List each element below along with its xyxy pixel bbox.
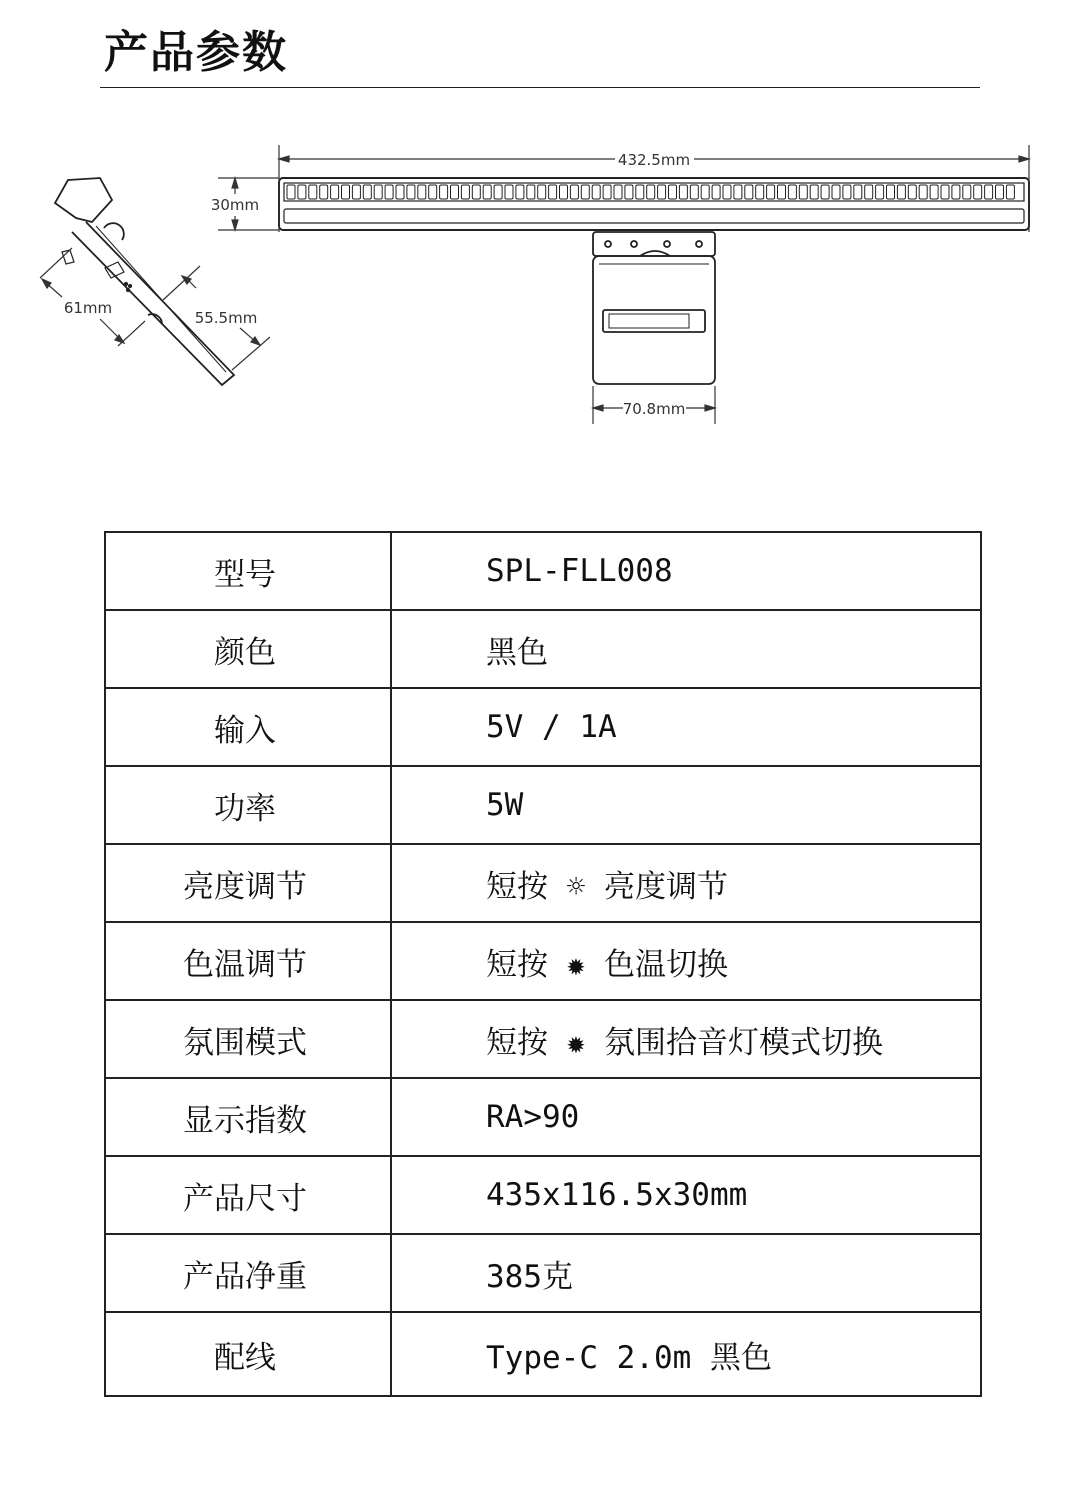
led-cell [974, 185, 982, 199]
led-cell [331, 185, 339, 199]
dimension-clip-width-label: 70.8mm [622, 400, 686, 418]
spec-row-weight [105, 1234, 981, 1312]
led-cell [396, 185, 404, 199]
spec-row-cri [105, 1078, 981, 1156]
led-cell [287, 185, 295, 199]
led-cell [658, 185, 666, 199]
led-cell [876, 185, 884, 199]
led-cell [342, 185, 350, 199]
spec-label: 产品尺寸 [105, 1156, 391, 1234]
dimension-side-b-label: 55.5mm [194, 309, 258, 327]
led-cell [897, 185, 905, 199]
spec-value: 5W [391, 766, 981, 844]
led-cell [494, 185, 502, 199]
led-cell [385, 185, 393, 199]
clamp-front-view [593, 232, 715, 384]
spec-row-brightness [105, 844, 981, 922]
spec-value: 短按 ✹ 色温切换 [391, 922, 981, 1000]
led-cell [472, 185, 480, 199]
spec-value: 435x116.5x30mm [391, 1156, 981, 1234]
spec-value: Type-C 2.0m 黑色 [391, 1312, 981, 1396]
spec-label: 配线 [105, 1312, 391, 1396]
led-cell [418, 185, 426, 199]
spec-value: SPL-FLL008 [391, 532, 981, 610]
led-cell [832, 185, 840, 199]
dimension-side-a-label: 61mm [63, 299, 113, 317]
spec-label: 显示指数 [105, 1078, 391, 1156]
led-cell [854, 185, 862, 199]
dimension-height-label: 30mm [210, 196, 260, 214]
led-cell [1006, 185, 1014, 199]
led-cell [461, 185, 469, 199]
spec-value: 短按 ✹ 氛围拾音灯模式切换 [391, 1000, 981, 1078]
led-cell [887, 185, 895, 199]
led-cell [320, 185, 328, 199]
product-dimension-drawing [0, 130, 1080, 430]
led-cell [843, 185, 851, 199]
led-cell [996, 185, 1004, 199]
spec-label: 产品净重 [105, 1234, 391, 1312]
led-cell [483, 185, 491, 199]
spec-table [104, 531, 982, 1397]
led-cell [636, 185, 644, 199]
led-cell [679, 185, 687, 199]
dimension-length-label: 432.5mm [617, 151, 691, 169]
led-cell [603, 185, 611, 199]
led-cell [778, 185, 786, 199]
light-bar-front-view [279, 178, 1029, 230]
led-cell [734, 185, 742, 199]
led-cell [407, 185, 415, 199]
led-cell [429, 185, 437, 199]
spec-row-power [105, 766, 981, 844]
led-cell [560, 185, 568, 199]
spec-label: 颜色 [105, 610, 391, 688]
spec-value: 黑色 [391, 610, 981, 688]
led-cell [799, 185, 807, 199]
led-cell [505, 185, 513, 199]
led-cell [614, 185, 622, 199]
led-cell [963, 185, 971, 199]
led-cell [821, 185, 829, 199]
spec-row-size [105, 1156, 981, 1234]
spec-row-cable [105, 1312, 981, 1396]
led-cell [690, 185, 698, 199]
led-cell [298, 185, 306, 199]
led-cell [527, 185, 535, 199]
led-cell [374, 185, 382, 199]
led-cell [745, 185, 753, 199]
spec-row-input [105, 688, 981, 766]
spec-value: 385克 [391, 1234, 981, 1312]
spec-label: 色温调节 [105, 922, 391, 1000]
led-cell [952, 185, 960, 199]
led-cell [592, 185, 600, 199]
led-cell [908, 185, 916, 199]
page-title: 产品参数 [104, 27, 288, 78]
led-cell [985, 185, 993, 199]
led-cell [767, 185, 775, 199]
led-cell [865, 185, 873, 199]
title-divider [100, 87, 980, 88]
led-cell [516, 185, 524, 199]
spec-label: 氛围模式 [105, 1000, 391, 1078]
led-cell [712, 185, 720, 199]
spec-row-ambient-mode [105, 1000, 981, 1078]
led-cell [451, 185, 459, 199]
led-cell [647, 185, 655, 199]
led-cell [549, 185, 557, 199]
led-cell [581, 185, 589, 199]
spec-label: 型号 [105, 532, 391, 610]
led-cell [919, 185, 927, 199]
led-cell [538, 185, 546, 199]
led-cell [756, 185, 764, 199]
spec-row-model [105, 532, 981, 610]
spec-label: 功率 [105, 766, 391, 844]
spec-row-color [105, 610, 981, 688]
spec-label: 输入 [105, 688, 391, 766]
led-cell [570, 185, 578, 199]
led-cell [788, 185, 796, 199]
led-grid [287, 185, 1014, 199]
led-cell [669, 185, 677, 199]
spec-value: RA>90 [391, 1078, 981, 1156]
led-cell [352, 185, 360, 199]
spec-value: 5V / 1A [391, 688, 981, 766]
side-view [55, 178, 234, 385]
led-cell [625, 185, 633, 199]
led-cell [723, 185, 731, 199]
led-cell [363, 185, 371, 199]
led-cell [810, 185, 818, 199]
led-cell [701, 185, 709, 199]
spec-label: 亮度调节 [105, 844, 391, 922]
spec-row-color-temperature [105, 922, 981, 1000]
led-cell [930, 185, 938, 199]
led-cell [440, 185, 448, 199]
led-cell [309, 185, 317, 199]
led-cell [941, 185, 949, 199]
spec-value: 短按 ☼ 亮度调节 [391, 844, 981, 922]
